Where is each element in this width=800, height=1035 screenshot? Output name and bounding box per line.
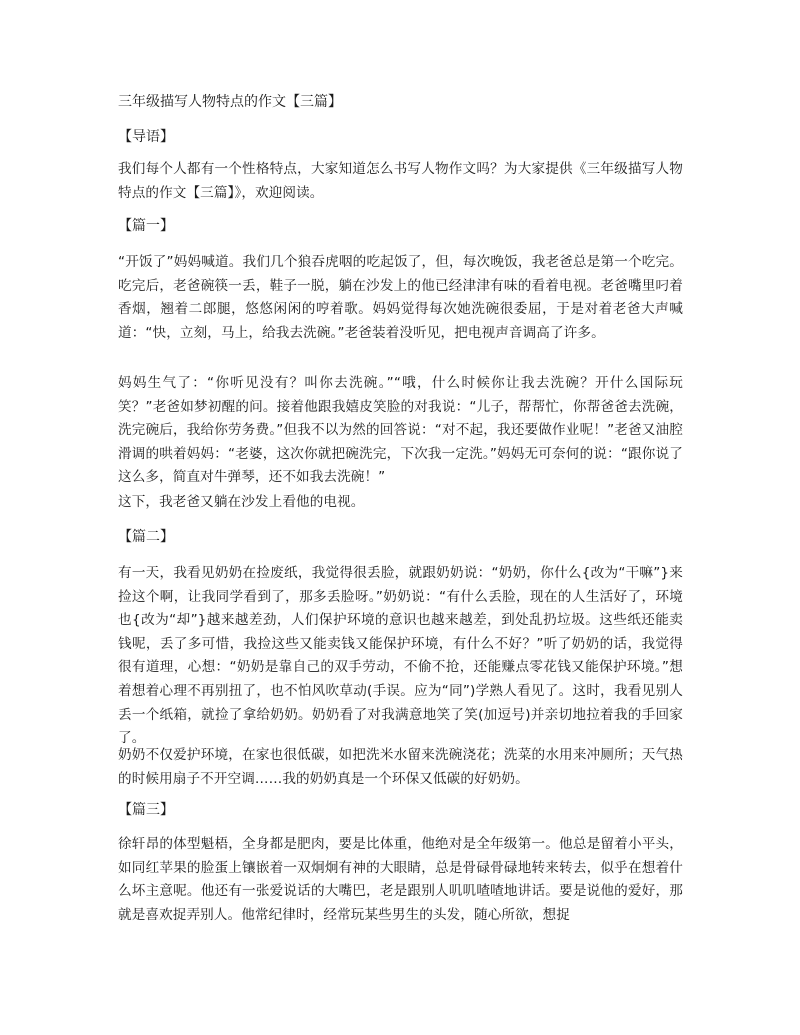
paragraph-daoyu: 我们每个人都有一个性格特点，大家知道怎么书写人物作文吗？为大家提供《三年级描写人物特点的作文【三篇】》，欢迎阅读。 bbox=[118, 161, 683, 201]
paragraph-pian2-2: 奶奶不仅爱护环境，在家也很低碳，如把洗米水留来洗碗浇花；洗菜的水用来冲厕所；天气热的时候用扇子不开空调……我的奶奶真是一个环保又低碳的好奶奶。 bbox=[118, 747, 683, 787]
document-title: 三年级描写人物特点的作文【三篇】 bbox=[118, 94, 342, 110]
paragraph-pian1-3: 这下，我老爸又躺在沙发上看他的电视。 bbox=[118, 494, 365, 510]
section-heading-pian3: 【篇三】 bbox=[118, 802, 174, 818]
section-heading-daoyu: 【导语】 bbox=[118, 129, 174, 145]
section-heading-pian2: 【篇二】 bbox=[118, 529, 174, 545]
paragraph-pian1-2: 妈妈生气了：“你听见没有？叫你去洗碗。”“哦，什么时候你让我去洗碗？开什么国际玩笑？”老爸如梦初醒的问。接着他跟我嬉皮笑脸的对我说：“儿子，帮帮忙，你帮爸爸去洗碗，洗完碗后，我给你劳务费。”但我不以为然的回答说：“对不起，我还要做作业呢！”老爸又油腔滑调的哄着妈妈：“老婆，这次你就把碗洗完，下次我一定洗。”妈妈无可奈何的说：“跟你说了这么多，简直对牛弹琴，还不如我去洗碗！” bbox=[118, 375, 683, 486]
paragraph-pian3-1: 徐轩昂的体型魁梧，全身都是肥肉，要是比体重，他绝对是全年级第一。他总是留着小平头，如同红苹果的脸蛋上镶嵌着一双炯炯有神的大眼睛，总是骨碌骨碌地转来转去，似乎在想着什么坏主意呢。他还有一张爱说话的大嘴巴，老是跟别人叽叽喳喳地讲话。要是说他的爱好，那就是喜欢捉弄别人。他常纪律时，经常玩某些男生的头发，随心所欲，想捉 bbox=[118, 836, 683, 923]
section-heading-pian1: 【篇一】 bbox=[118, 218, 174, 234]
paragraph-pian2-1: 有一天，我看见奶奶在捡废纸，我觉得很丢脸，就跟奶奶说：“奶奶，你什么{改为“干嘛”}来捡这个啊，让我同学看到了，那多丢脸呀。”奶奶说：“有什么丢脸，现在的人生活好了，环境也{改为“却”}越来越差劲，人们保护环境的意识也越来越差，到处乱扔垃圾。这些纸还能卖钱呢，丢了多可惜，我捡这些又能卖钱又能保护环境，有什么不好？”听了奶奶的话，我觉得很有道理，心想：“奶奶是靠自己的双手劳动，不偷不抢，还能赚点零花钱又能保护环境。”想着想着心理不再别扭了，也不怕风吹草动(手误。应为“同”)学熟人看见了。这时，我看见别人丢一个纸箱，就捡了拿给奶奶。奶奶看了对我满意地笑了笑(加逗号)并亲切地拉着我的手回家了。 bbox=[118, 565, 683, 747]
paragraph-pian1-1: “开饭了”妈妈喊道。我们几个狼吞虎咽的吃起饭了，但，每次晚饭，我老爸总是第一个吃完。吃完后，老爸碗筷一丢，鞋子一脱，躺在沙发上的他已经津津有味的看着电视。老爸嘴里叼着香烟，翘着二郎腿，悠悠闲闲的哼着歌。妈妈觉得每次她洗碗很委屈，于是对着老爸大声喊道：“快，立刻，马上，给我去洗碗。”老爸装着没听见，把电视声音调高了许多。 bbox=[118, 254, 683, 341]
